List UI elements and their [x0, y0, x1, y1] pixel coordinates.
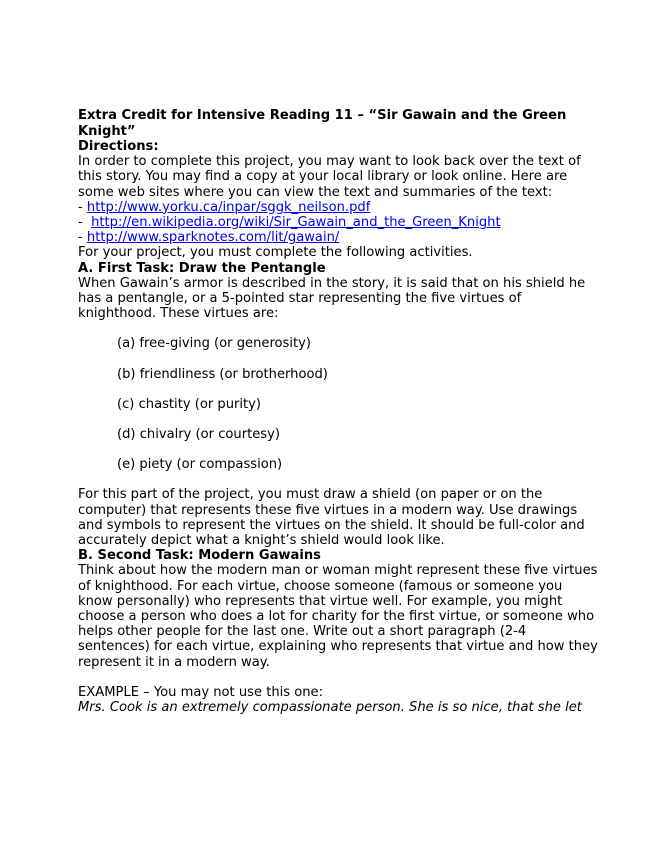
task-b-section	[78, 548, 598, 715]
task-b-heading: B. Second Task: Modern Gawains	[78, 548, 321, 564]
virtue-item: (a) free-giving (or generosity)	[117, 336, 311, 352]
task-a-instructions: For this part of the project, you must draw a shield (on paper or on the computer) that represents these five virtues in a modern way. Use drawings and symbols to represent the virtues on the shield. It should be full-color and accurately depict what a knight’s shield would look like.	[78, 487, 585, 549]
link-yorku[interactable]: http://www.yorku.ca/inpar/sggk_neilson.pdf	[86, 199, 371, 215]
link-prefix: -	[78, 230, 87, 246]
virtue-item: (c) chastity (or purity)	[117, 396, 262, 412]
link-list	[78, 200, 598, 246]
task-a-heading: A. First Task: Draw the Pentangle	[78, 260, 326, 276]
link-item	[78, 200, 598, 215]
link-sparknotes[interactable]: http://www.sparknotes.com/lit/gawain/	[86, 230, 340, 246]
example-label: EXAMPLE – You may not use this one:	[78, 684, 324, 700]
link-prefix: -	[78, 199, 87, 215]
virtue-item: (e) piety (or compassion)	[117, 457, 283, 473]
link-item	[78, 215, 598, 230]
document-page	[78, 108, 598, 715]
example-text: Mrs. Cook is an extremely compassionate person. She is so nice, that she let	[78, 700, 582, 716]
project-intro: For your project, you must complete the following activities.	[78, 245, 473, 261]
task-b-text: Think about how the modern man or woman might represent these five virtues of knighthood. For each virtue, choose someone (famous or someone you know personally) who represents that virtue well. For example, you might choose a person who does a lot for charity for the first virtue, or someone who helps other people for the last one. Write out a short paragraph (2-4 sentences) for each virtue, explaining who represents that virtue and how they represent it in a modern way.	[78, 563, 598, 670]
page-title: Extra Credit for Intensive Reading 11 – “Sir Gawain and the Green Knight”	[78, 108, 567, 139]
task-a-text: When Gawain’s armor is described in the story, it is said that on his shield he has a pentangle, or a 5-pointed star representing the five virtues of knighthood. These virtues are:	[78, 275, 586, 322]
directions-text: In order to complete this project, you may want to look back over the text of this story. You may find a copy at your local library or look online. Here are some web sites where you can view the text and summaries of the text:	[78, 154, 581, 200]
directions-heading: Directions:	[78, 139, 159, 154]
link-item	[78, 230, 598, 245]
virtue-item: (d) chivalry (or courtesy)	[117, 427, 280, 443]
link-wikipedia[interactable]: http://en.wikipedia.org/wiki/Sir_Gawain_and_the_Green_Knight	[91, 215, 501, 231]
virtue-item: (b) friendliness (or brotherhood)	[117, 366, 328, 382]
task-a-section	[78, 261, 598, 549]
directions-section	[78, 139, 598, 245]
link-prefix: -	[78, 215, 92, 231]
